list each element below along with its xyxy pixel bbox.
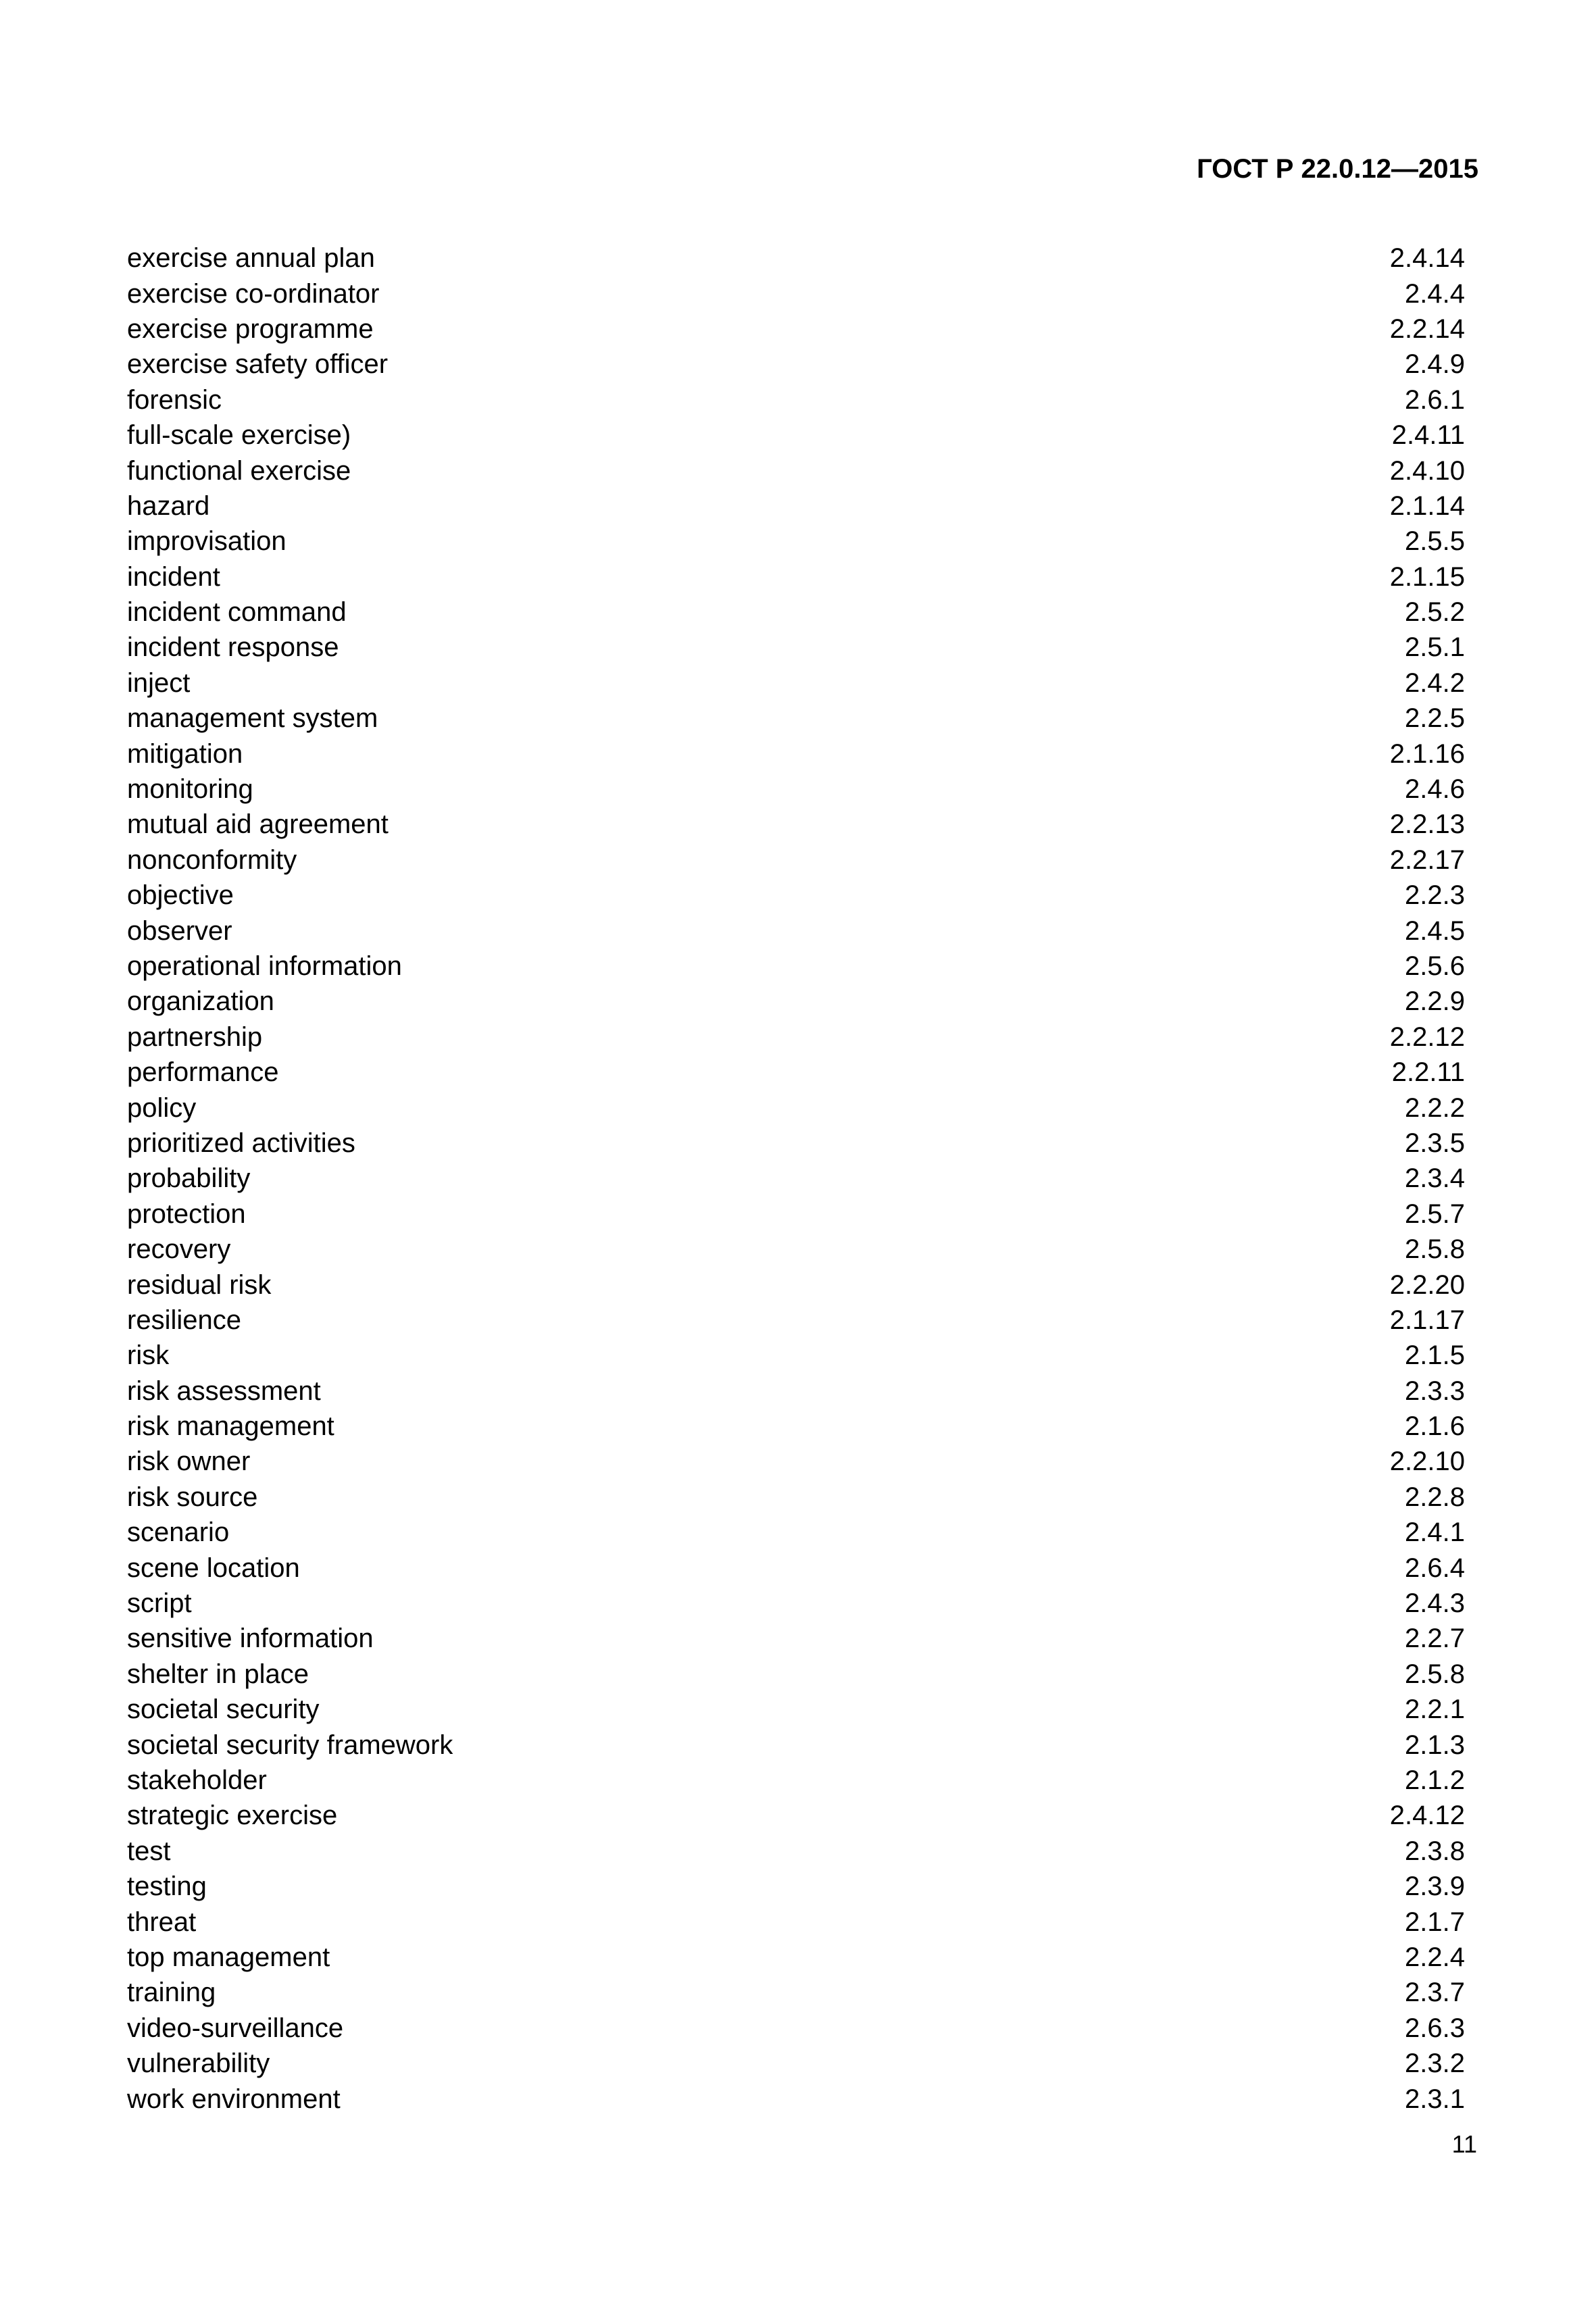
index-reference-number: 2.3.3 — [1405, 1376, 1465, 1406]
index-term: sensitive information — [127, 1624, 374, 1654]
index-reference-number: 2.3.7 — [1405, 1978, 1465, 2008]
index-reference-number: 2.4.10 — [1389, 455, 1465, 486]
index-term: recovery — [127, 1234, 231, 1265]
index-reference-number: 2.5.8 — [1405, 1659, 1465, 1689]
index-term: scene location — [127, 1553, 300, 1583]
index-term: residual risk — [127, 1269, 272, 1300]
index-term: exercise programme — [127, 313, 374, 344]
index-reference-number: 2.4.6 — [1405, 774, 1465, 805]
index-entry-row — [127, 276, 1465, 311]
index-term: exercise safety officer — [127, 349, 389, 380]
index-term: probability — [127, 1163, 251, 1194]
index-entry-row — [127, 595, 1465, 630]
index-entry-row — [127, 1374, 1465, 1409]
index-reference-number: 2.4.9 — [1405, 349, 1465, 380]
index-term: stakeholder — [127, 1765, 267, 1795]
index-reference-number: 2.2.20 — [1389, 1269, 1465, 1300]
index-term: hazard — [127, 491, 210, 521]
index-term: shelter in place — [127, 1659, 309, 1689]
index-entry-row — [127, 1550, 1465, 1585]
index-entry-row — [127, 736, 1465, 771]
index-term: full-scale exercise) — [127, 420, 351, 451]
index-reference-number: 2.5.7 — [1405, 1199, 1465, 1229]
index-reference-number: 2.3.1 — [1405, 2084, 1465, 2114]
index-term: inject — [127, 668, 191, 698]
index-entry-row — [127, 1586, 1465, 1621]
index-reference-number: 2.4.14 — [1389, 243, 1465, 274]
index-entry-row — [127, 311, 1465, 347]
index-reference-number: 2.6.3 — [1405, 2013, 1465, 2043]
index-entry-row — [127, 524, 1465, 559]
index-reference-number: 2.2.17 — [1389, 845, 1465, 875]
index-entry-row — [127, 1904, 1465, 1939]
index-entry-row — [127, 1161, 1465, 1196]
index-entry-row — [127, 1232, 1465, 1267]
index-entry-row — [127, 2046, 1465, 2081]
index-entry-row — [127, 1763, 1465, 1798]
index-reference-number: 2.2.11 — [1391, 1057, 1465, 1088]
index-term: protection — [127, 1199, 246, 1229]
index-reference-number: 2.5.8 — [1405, 1234, 1465, 1265]
index-entry-row — [127, 807, 1465, 842]
index-term: risk source — [127, 1482, 258, 1512]
index-entry-row — [127, 1338, 1465, 1373]
index-entry-row — [127, 1621, 1465, 1656]
index-term: societal security — [127, 1694, 320, 1725]
index-term: management system — [127, 703, 378, 734]
index-term: video-surveillance — [127, 2013, 344, 2043]
index-reference-number: 2.4.12 — [1389, 1801, 1465, 1831]
index-reference-number: 2.1.14 — [1389, 491, 1465, 521]
index-reference-number: 2.6.4 — [1405, 1553, 1465, 1583]
index-term: risk — [127, 1340, 170, 1371]
index-term: mutual aid agreement — [127, 809, 389, 840]
index-entry-row — [127, 559, 1465, 595]
index-entry-row — [127, 1692, 1465, 1727]
index-entry-row — [127, 1834, 1465, 1869]
index-term: vulnerability — [127, 2048, 270, 2079]
index-entry-row — [127, 453, 1465, 488]
index-entry-row — [127, 630, 1465, 665]
index-term: training — [127, 1978, 216, 2008]
index-entry-row — [127, 701, 1465, 736]
index-entry-row — [127, 1940, 1465, 1975]
index-entry-row — [127, 418, 1465, 453]
index-term: forensic — [127, 384, 222, 415]
index-reference-number: 2.1.15 — [1389, 561, 1465, 592]
index-reference-number: 2.4.5 — [1405, 915, 1465, 946]
index-reference-number: 2.4.3 — [1405, 1588, 1465, 1619]
index-term: risk management — [127, 1411, 334, 1442]
index-entry-row — [127, 2081, 1465, 2116]
index-reference-number: 2.2.12 — [1389, 1022, 1465, 1052]
index-reference-number: 2.2.4 — [1405, 1942, 1465, 1972]
index-term: threat — [127, 1907, 197, 1937]
index-reference-number: 2.3.9 — [1405, 1871, 1465, 1902]
index-term: resilience — [127, 1305, 241, 1335]
index-term: performance — [127, 1057, 279, 1088]
index-entry-row — [127, 1090, 1465, 1125]
index-entry-row — [127, 984, 1465, 1019]
index-term: societal security framework — [127, 1730, 453, 1760]
index-term: work environment — [127, 2084, 341, 2114]
index-entry-row — [127, 1869, 1465, 1904]
index-entry-row — [127, 1055, 1465, 1090]
page-number: 11 — [1451, 2130, 1477, 2158]
index-reference-number: 2.2.2 — [1405, 1092, 1465, 1123]
index-term: policy — [127, 1092, 197, 1123]
index-term: scenario — [127, 1517, 230, 1548]
index-entry-row — [127, 1444, 1465, 1479]
index-reference-number: 2.1.17 — [1389, 1305, 1465, 1335]
index-entry-row — [127, 1975, 1465, 2010]
index-term: mitigation — [127, 738, 243, 769]
index-reference-number: 2.5.1 — [1405, 632, 1465, 663]
index-reference-number: 2.2.7 — [1405, 1624, 1465, 1654]
document-code-header: ГОСТ Р 22.0.12—2015 — [1197, 154, 1478, 184]
index-reference-number: 2.3.2 — [1405, 2048, 1465, 2079]
index-term: operational information — [127, 951, 402, 981]
index-term: risk owner — [127, 1447, 251, 1477]
index-entry-row — [127, 1798, 1465, 1833]
index-term: organization — [127, 986, 274, 1017]
index-entry-row — [127, 665, 1465, 701]
index-term: monitoring — [127, 774, 253, 805]
index-entry-row — [127, 913, 1465, 948]
index-reference-number: 2.1.3 — [1405, 1730, 1465, 1760]
index-entry-row — [127, 1267, 1465, 1302]
index-term: strategic exercise — [127, 1801, 338, 1831]
index-reference-number: 2.2.5 — [1405, 703, 1465, 734]
index-entry-row — [127, 1480, 1465, 1515]
index-term: incident command — [127, 597, 347, 628]
index-reference-number: 2.1.6 — [1405, 1411, 1465, 1442]
index-term: objective — [127, 880, 234, 911]
index-entry-row — [127, 842, 1465, 878]
index-entry-row — [127, 1409, 1465, 1444]
index-reference-number: 2.1.16 — [1389, 738, 1465, 769]
index-reference-number: 2.6.1 — [1405, 384, 1465, 415]
index-entry-row — [127, 241, 1465, 276]
index-entry-row — [127, 382, 1465, 418]
index-reference-number: 2.1.2 — [1405, 1765, 1465, 1795]
index-reference-number: 2.2.3 — [1405, 880, 1465, 911]
index-reference-number: 2.4.1 — [1405, 1517, 1465, 1548]
index-reference-number: 2.4.4 — [1405, 278, 1465, 309]
index-term: top management — [127, 1942, 330, 1972]
index-term: script — [127, 1588, 192, 1619]
index-term: incident response — [127, 632, 339, 663]
index-term: risk assessment — [127, 1376, 321, 1406]
index-entry-row — [127, 488, 1465, 524]
index-reference-number: 2.3.4 — [1405, 1163, 1465, 1194]
index-term: test — [127, 1836, 171, 1866]
index-entry-row — [127, 1657, 1465, 1692]
index-entry-row — [127, 1020, 1465, 1055]
index-reference-number: 2.2.10 — [1389, 1447, 1465, 1477]
index-term: partnership — [127, 1022, 263, 1052]
index-entry-row — [127, 347, 1465, 382]
terms-index-list — [127, 241, 1465, 2117]
index-term: prioritized activities — [127, 1128, 355, 1158]
index-entry-row — [127, 1303, 1465, 1338]
index-reference-number: 2.5.5 — [1405, 526, 1465, 557]
index-reference-number: 2.5.2 — [1405, 597, 1465, 628]
index-entry-row — [127, 1515, 1465, 1550]
index-term: functional exercise — [127, 455, 351, 486]
index-entry-row — [127, 949, 1465, 984]
index-reference-number: 2.5.6 — [1405, 951, 1465, 981]
index-term: exercise annual plan — [127, 243, 375, 274]
index-term: improvisation — [127, 526, 286, 557]
index-term: nonconformity — [127, 845, 297, 875]
index-entry-row — [127, 2011, 1465, 2046]
index-entry-row — [127, 878, 1465, 913]
index-term: observer — [127, 915, 232, 946]
index-reference-number: 2.4.2 — [1405, 668, 1465, 698]
index-reference-number: 2.2.1 — [1405, 1694, 1465, 1725]
index-reference-number: 2.2.14 — [1389, 313, 1465, 344]
index-entry-row — [127, 1727, 1465, 1762]
index-reference-number: 2.3.5 — [1405, 1128, 1465, 1158]
index-reference-number: 2.4.11 — [1391, 420, 1465, 451]
index-entry-row — [127, 1126, 1465, 1161]
index-entry-row — [127, 772, 1465, 807]
index-reference-number: 2.2.13 — [1389, 809, 1465, 840]
index-term: testing — [127, 1871, 207, 1902]
index-entry-row — [127, 1197, 1465, 1232]
index-term: incident — [127, 561, 220, 592]
index-reference-number: 2.2.9 — [1405, 986, 1465, 1017]
index-reference-number: 2.1.7 — [1405, 1907, 1465, 1937]
index-reference-number: 2.3.8 — [1405, 1836, 1465, 1866]
index-reference-number: 2.1.5 — [1405, 1340, 1465, 1371]
index-term: exercise co-ordinator — [127, 278, 380, 309]
index-reference-number: 2.2.8 — [1405, 1482, 1465, 1512]
